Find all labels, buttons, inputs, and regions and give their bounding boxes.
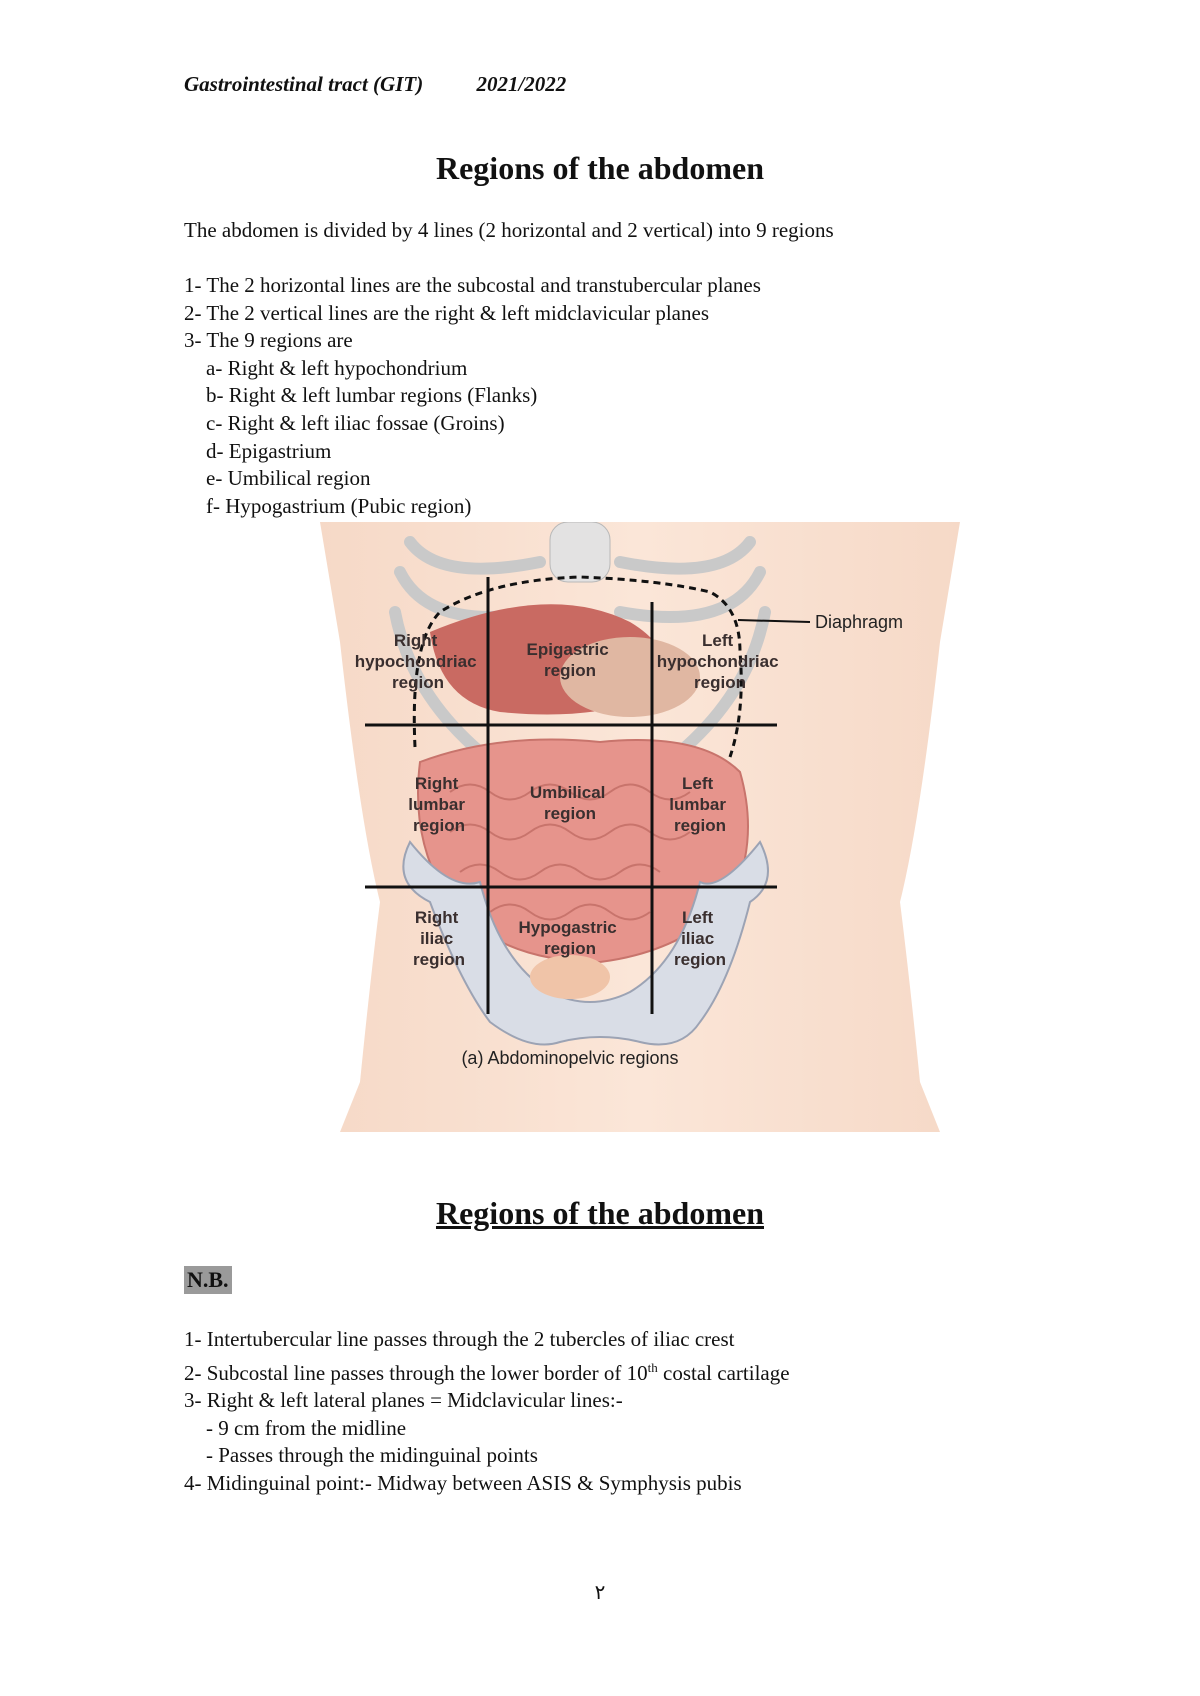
note-item: 1- Intertubercular line passes through the 2 tubercles of iliac crest bbox=[184, 1327, 735, 1351]
note-subitem: - 9 cm from the midline bbox=[206, 1415, 407, 1440]
list-item: 1- The 2 horizontal lines are the subcostal and transtubercular planes bbox=[184, 273, 761, 297]
note-item: 2- Subcostal line passes through the lower border of 10th costal cartilage bbox=[184, 1359, 790, 1385]
list-item: 2- The 2 vertical lines are the right & left midclavicular planes bbox=[184, 300, 709, 325]
list-subitem: c- Right & left iliac fossae (Groins) bbox=[206, 410, 505, 435]
left-lumbar-label: Left lumbar region bbox=[669, 774, 726, 835]
note-item: 3- Right & left lateral planes = Midclavicular lines:- bbox=[184, 1388, 623, 1413]
note-item: 4- Midinguinal point:- Midway between ASIS & Symphysis pubis bbox=[184, 1470, 742, 1495]
header-course: Gastrointestinal tract (GIT) bbox=[184, 72, 424, 96]
section-title-2: Regions of the abdomen bbox=[435, 1195, 764, 1231]
intro-text: The abdomen is divided by 4 lines (2 horizontal and 2 vertical) into 9 regions bbox=[184, 218, 834, 242]
hypogastric-label: Hypogastric region bbox=[518, 918, 617, 958]
bladder bbox=[530, 955, 610, 999]
right-hypochondriac-label: Right hypochondriac region bbox=[354, 631, 477, 692]
page-number: ٢ bbox=[594, 1582, 606, 1604]
list-subitem: f- Hypogastrium (Pubic region) bbox=[206, 493, 472, 518]
umbilical-label: Umbilical region bbox=[529, 783, 606, 823]
note-subitem: - Passes through the midinguinal points bbox=[206, 1443, 538, 1468]
nb-label: N.B. bbox=[184, 1266, 232, 1294]
sternum bbox=[550, 522, 610, 582]
regions-list bbox=[184, 272, 761, 520]
section-title: Regions of the abdomen bbox=[435, 150, 764, 186]
list-subitem: a- Right & left hypochondrium bbox=[206, 355, 468, 380]
left-hypochondriac-label: Left hypochondriac region bbox=[656, 631, 779, 692]
notes-list bbox=[184, 1326, 790, 1498]
right-iliac-label: Right iliac region bbox=[413, 908, 465, 969]
list-subitem: e- Umbilical region bbox=[206, 466, 371, 491]
header-year: 2021/2022 bbox=[476, 72, 567, 96]
abdominopelvic-regions-figure bbox=[300, 522, 1000, 1162]
left-iliac-label: Left iliac region bbox=[674, 908, 726, 969]
list-subitem: b- Right & left lumbar regions (Flanks) bbox=[206, 383, 538, 408]
list-subitem: d- Epigastrium bbox=[206, 438, 332, 463]
figure-caption: (a) Abdominopelvic regions bbox=[461, 1048, 679, 1068]
epigastric-label: Epigastric region bbox=[526, 640, 609, 680]
right-lumbar-label: Right lumbar region bbox=[408, 774, 465, 835]
page-header bbox=[184, 72, 566, 97]
list-item: 3- The 9 regions are bbox=[184, 328, 353, 353]
diaphragm-label: Diaphragm bbox=[815, 612, 904, 632]
